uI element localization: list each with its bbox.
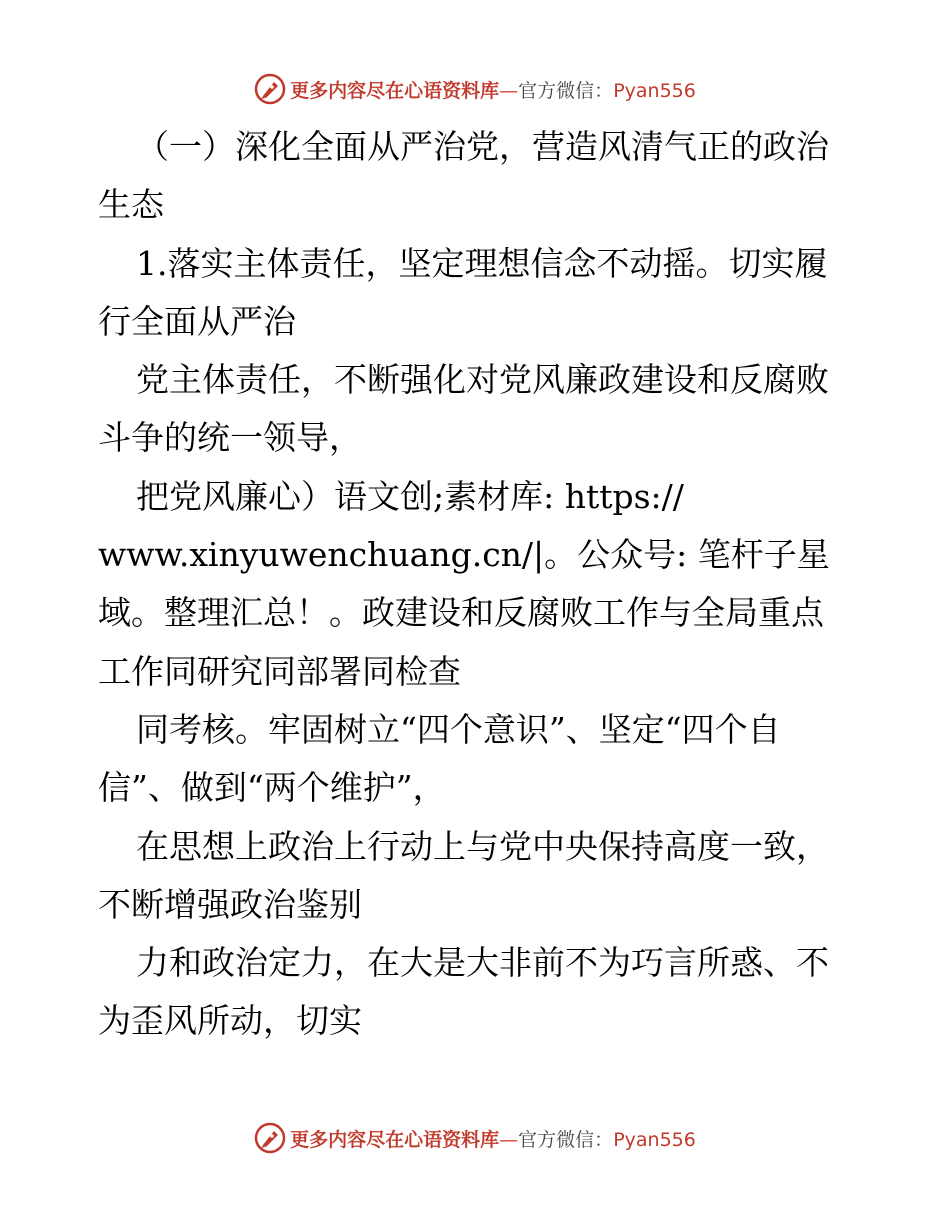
footer-banner	[0, 1121, 950, 1155]
pen-nib-logo-icon	[254, 1122, 286, 1154]
pen-nib-logo-icon	[254, 73, 286, 105]
body-line: 不断增强政治鉴别	[98, 884, 362, 924]
header-wechat-id: Pyan556	[613, 79, 696, 102]
footer-separator: —	[499, 1128, 519, 1151]
body-line: 党主体责任，不断强化对党风廉政建设和反腐败	[136, 360, 829, 400]
header-banner	[0, 72, 950, 106]
header-brand: 更多内容尽在心语资料库	[290, 79, 500, 102]
header-separator: —	[499, 79, 519, 102]
body-line: 力和政治定力，在大是大非前不为巧言所惑、不	[136, 943, 829, 983]
footer-official-label: 官方微信：	[518, 1128, 614, 1151]
header-banner-text	[290, 76, 696, 103]
body-line: 生态	[98, 185, 164, 225]
footer-banner-text	[290, 1125, 696, 1152]
body-line: 把党风廉心）语文创;素材库: https://	[136, 476, 684, 516]
footer-wechat-id: Pyan556	[613, 1128, 696, 1151]
body-line: 1.落实主体责任，坚定理想信念不动摇。切实履	[136, 243, 828, 283]
body-line: 行全面从严治	[98, 301, 296, 341]
body-line: 信”、做到“两个维护”，	[98, 768, 446, 808]
body-line: 斗争的统一领导，	[98, 418, 362, 458]
body-line: 为歪风所动，切实	[98, 1001, 362, 1041]
body-line: 同考核。牢固树立“四个意识”、坚定“四个自	[136, 709, 781, 749]
body-line: （一）深化全面从严治党，营造风清气正的政治	[136, 127, 829, 166]
body-line: 在思想上政治上行动上与党中央保持高度一致，	[136, 826, 829, 866]
document-body	[98, 118, 858, 1051]
body-line: www.xinyuwenchuang.cn/|。公众号: 笔杆子星	[98, 535, 830, 575]
body-line: 工作同研究同部署同检查	[98, 651, 461, 691]
body-line: 域。整理汇总！。政建设和反腐败工作与全局重点	[98, 593, 824, 633]
header-official-label: 官方微信：	[518, 79, 614, 102]
footer-brand: 更多内容尽在心语资料库	[290, 1128, 500, 1151]
